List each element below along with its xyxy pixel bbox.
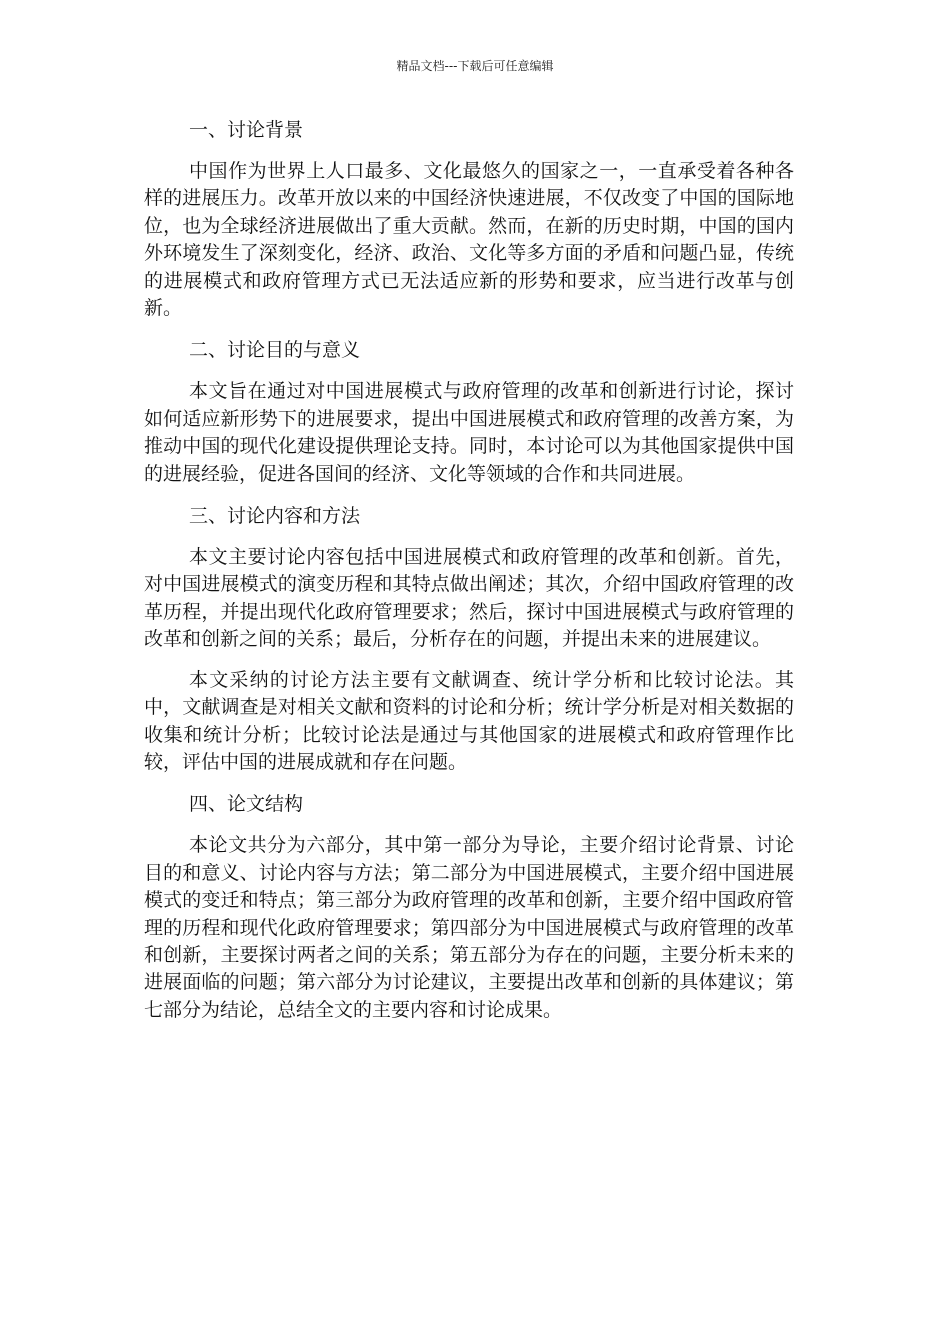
section-heading-structure: 四、论文结构	[189, 793, 304, 816]
document-body	[144, 115, 794, 1037]
paragraph-method: 本文采纳的讨论方法主要有文献调查、统计学分析和比较讨论法。其中，文献调查是对相关文献和资料的讨论和分析；统计学分析是对相关数据的收集和统计分析；比较讨论法是通过与其他国家的进展模式和政府管理作比较，评估中国的进展成就和存在问题。	[144, 668, 794, 773]
section-heading-background: 一、讨论背景	[189, 119, 304, 141]
paragraph-content: 本文主要讨论内容包括中国进展模式和政府管理的改革和创新。首先，对中国进展模式的演变历程和其特点做出阐述；其次，介绍中国政府管理的改革历程，并提出现代化政府管理要求；然后，探讨中国进展模式与政府管理的改革和创新之间的关系；最后，分析存在的问题，并提出未来的进展建议。	[144, 546, 794, 651]
paragraph-structure: 本论文共分为六部分，其中第一部分为导论，主要介绍讨论背景、讨论目的和意义、讨论内容与方法；第二部分为中国进展模式，主要介绍中国进展模式的变迁和特点；第三部分为政府管理的改革和创新，主要介绍中国政府管理的历程和现代化政府管理要求；第四部分为中国进展模式与政府管理的改革和创新，主要探讨两者之间的关系；第五部分为存在的问题，主要分析未来的进展面临的问题；第六部分为讨论建议，主要提出改革和创新的具体建议；第七部分为结论，总结全文的主要内容和讨论成果。	[144, 834, 794, 1021]
page-header: 精品文档---下载后可任意编辑	[396, 59, 554, 73]
section-heading-content-method: 三、讨论内容和方法	[189, 505, 361, 528]
section-heading-purpose: 二、讨论目的与意义	[189, 339, 361, 362]
paragraph-background: 中国作为世界上人口最多、文化最悠久的国家之一，一直承受着各种各样的进展压力。改革开放以来的中国经济快速进展，不仅改变了中国的国际地位，也为全球经济进展做出了重大贡献。然而，在新的历史时期，中国的国内外环境发生了深刻变化，经济、政治、文化等多方面的矛盾和问题凸显，传统的进展模式和政府管理方式已无法适应新的形势和要求，应当进行改革与创新。	[144, 160, 794, 320]
paragraph-purpose: 本文旨在通过对中国进展模式与政府管理的改革和创新进行讨论，探讨如何适应新形势下的进展要求，提出中国进展模式和政府管理的改善方案，为推动中国的现代化建设提供理论支持。同时，本讨论可以为其他国家提供中国的进展经验，促进各国间的经济、文化等领域的合作和共同进展。	[144, 380, 794, 485]
